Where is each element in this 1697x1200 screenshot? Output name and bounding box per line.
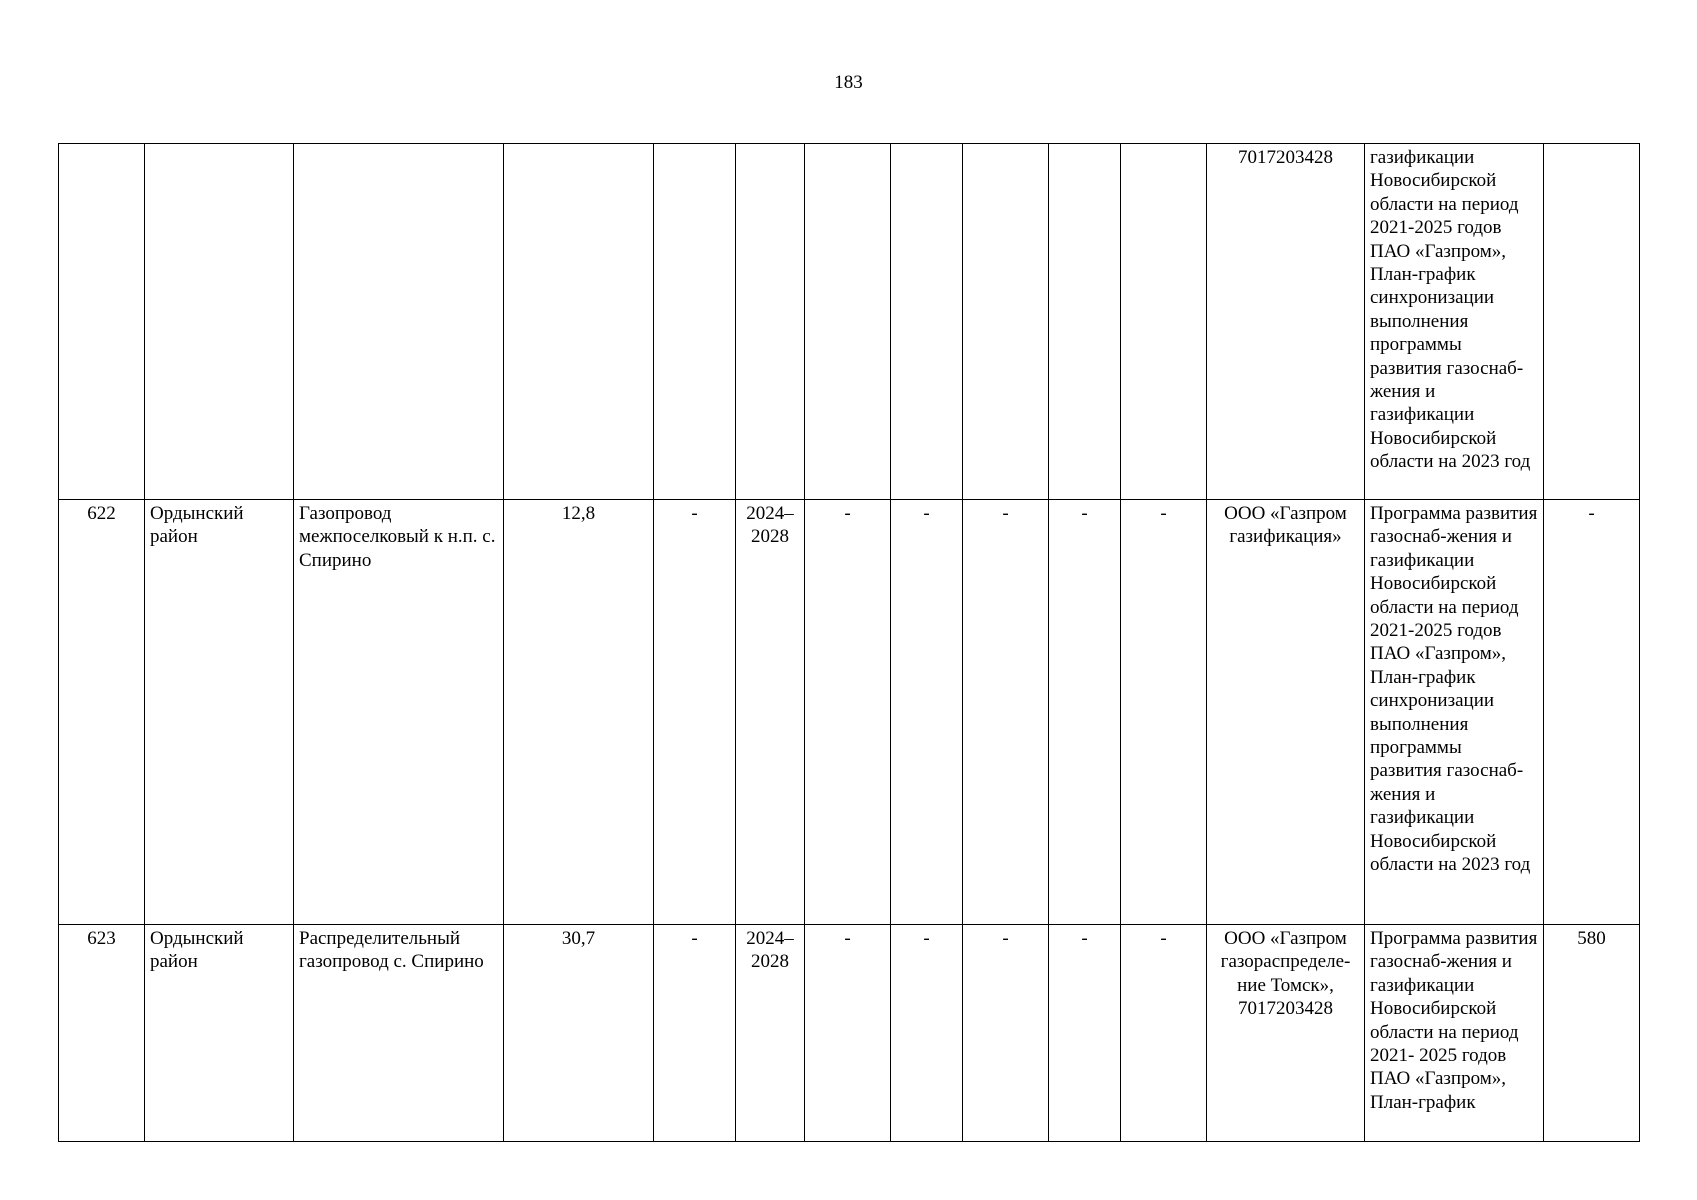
page-number: 183 <box>834 72 863 93</box>
cell-col7: - <box>805 925 891 1142</box>
cell-basis: газификации Новосибирской области на период 2021-2025 годов ПАО «Газпром», План-график синхронизации выполнения программы развития газоснаб-жения и газификации Новосибирской области на 2023 год <box>1365 144 1544 500</box>
cell-number: 622 <box>59 500 145 925</box>
cell-basis: Программа развития газоснаб-жения и газификации Новосибирской области на период 2021-2025 годов ПАО «Газпром», План-график синхронизации выполнения программы развития газоснаб-жения и газификации Новосибирской области на 2023 год <box>1365 500 1544 925</box>
cell-object: Газопровод межпоселковый к н.п. с. Спирино <box>294 500 504 925</box>
cell-col9: - <box>963 925 1049 1142</box>
cell-district: Ордынский район <box>145 500 294 925</box>
cell-object <box>294 144 504 500</box>
cell-col9 <box>963 144 1049 500</box>
cell-organization: ООО «Газпром газораспределе-ние Томск», 7017203428 <box>1207 925 1365 1142</box>
document-table <box>58 143 1640 1142</box>
cell-col11: - <box>1121 925 1207 1142</box>
table-row <box>59 144 1640 500</box>
cell-object: Распределительный газопровод с. Спирино <box>294 925 504 1142</box>
cell-col7 <box>805 144 891 500</box>
cell-col5: - <box>654 500 736 925</box>
cell-last: 580 <box>1544 925 1640 1142</box>
cell-col8 <box>891 144 963 500</box>
cell-col10: - <box>1049 925 1121 1142</box>
cell-col9: - <box>963 500 1049 925</box>
cell-col10: - <box>1049 500 1121 925</box>
cell-col11 <box>1121 144 1207 500</box>
cell-last <box>1544 144 1640 500</box>
cell-col7: - <box>805 500 891 925</box>
table-row <box>59 500 1640 925</box>
cell-col8: - <box>891 500 963 925</box>
cell-basis: Программа развития газоснаб-жения и газификации Новосибирской области на период 2021- 2025 годов ПАО «Газпром», План-график <box>1365 925 1544 1142</box>
cell-organization: ООО «Газпром газификация» <box>1207 500 1365 925</box>
cell-period: 2024–2028 <box>736 925 805 1142</box>
cell-length: 30,7 <box>504 925 654 1142</box>
cell-col8: - <box>891 925 963 1142</box>
cell-col11: - <box>1121 500 1207 925</box>
cell-district <box>145 144 294 500</box>
cell-organization: 7017203428 <box>1207 144 1365 500</box>
cell-period <box>736 144 805 500</box>
cell-length: 12,8 <box>504 500 654 925</box>
cell-length <box>504 144 654 500</box>
cell-col5: - <box>654 925 736 1142</box>
cell-last: - <box>1544 500 1640 925</box>
cell-number <box>59 144 145 500</box>
cell-number: 623 <box>59 925 145 1142</box>
cell-district: Ордынский район <box>145 925 294 1142</box>
cell-col5 <box>654 144 736 500</box>
cell-col10 <box>1049 144 1121 500</box>
table-row <box>59 925 1640 1142</box>
cell-period: 2024–2028 <box>736 500 805 925</box>
